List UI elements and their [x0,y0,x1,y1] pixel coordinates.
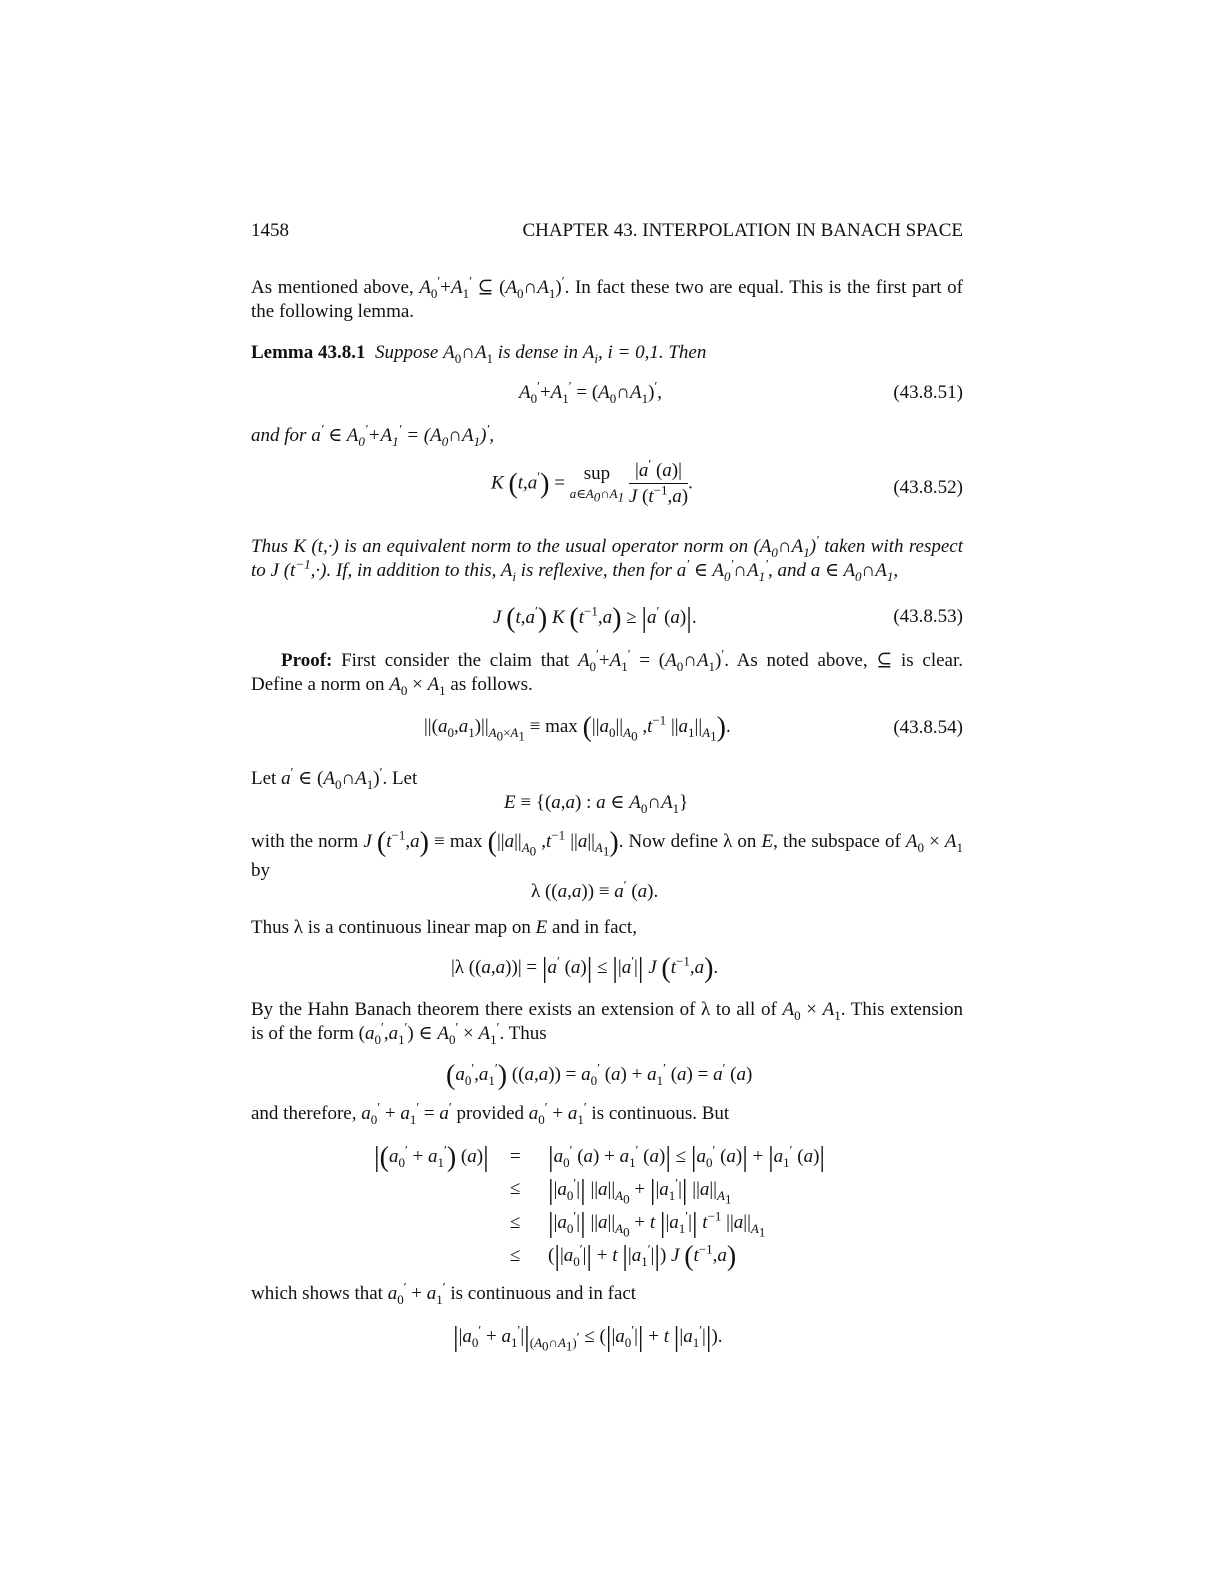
which-shows-line: which shows that $a_0' + a_1'$ is continuous and in fact [251,1279,637,1307]
proof-label: Proof: [281,650,333,671]
equation-52: K (t,a′) = sup $a\in A_0\cap A_1$ $\frac{|a' (a)|}{J (t^{-1},a)}$ . [491,456,693,507]
equation-53: J (t,a′) K $(t^{-1},a) \ge |a'$ (a)|. [493,603,697,634]
thus-k-paragraph: Thus K (t,·) is an equivalent norm to the usual operator norm on $(A_0\cap A_1)'$ taken with respect to J $(t^{-1},\cdot)$. If, in addition to this, $A_i$ is reflexive, then for a′ ∈ $A_0'\cap A_1'$, and a ∈ $A_0\cap A_1$, [251,532,964,584]
which-shows-text: which shows that [251,1283,383,1304]
thus-word: Thus [251,536,288,557]
equation-final: $||a_0' + a_1'||_{(A_0\cap A_1)'} \le (||a_0'|| + t$ $||a_1'||$). [453,1322,723,1354]
let-a-text: Let [251,768,277,789]
inequality-array [374,1140,854,1275]
proof-p1c: Define a norm on [251,674,385,695]
extension-text: . This extension [840,999,963,1020]
chapter-title: CHAPTER 43. INTERPOLATION IN BANACH SPACE [522,220,963,241]
proof-p1b: . As noted above, ⊆ is clear. [724,650,964,671]
subspace-text: , the subspace of [773,831,901,852]
continuous-but-text: is continuous. But [591,1103,730,1124]
equation-e-def: E ≡ {(a,a) : a ∈ $A_0\cap A_1$} [504,792,689,816]
now-define-text: . Now define λ on [618,831,757,852]
lemma-hyp1: Suppose [375,342,439,363]
equation-lambda-def: λ ((a,a)) ≡ a′ (a). [531,877,659,902]
and-for-line: and for a′ ∈ $A_0'+A_1'$ = $(A_0\cap A_1)'$, [251,421,494,449]
form-text: is of the form [251,1023,354,1044]
equation-number-53: (43.8.53) [893,606,963,627]
by-text: by [251,860,270,881]
rel-le-3: ≤ [510,1245,521,1266]
equation-54: $||(a_0,a_1)||_{A_0\times A_1} \equiv \max (||a_0||_{A_0}$ $,t^{-1}$ $||a_1||_{A_1}$). [424,712,731,744]
lemma-hyp2: is dense in [497,342,579,363]
inequality-row-1: $|(a_0' + a_1')$ (a)| [374,1142,489,1173]
therefore-text: and therefore, [251,1103,357,1124]
let-a-line: Let a′ ∈ $(A_0\cap A_1)'$. Let [251,764,418,792]
page-number: 1458 [251,220,289,241]
and-for-text: and for [251,425,307,446]
proof-paragraph: Proof: First consider the claim that $A_0'+A_1'$ = $(A_0\cap A_1)'$. As noted above, ⊆ is clear. Define a norm on $A_0 \times A_1$ as follows. [251,646,964,698]
rel-le-2: ≤ [510,1212,521,1233]
and-a-text: , and [767,560,806,581]
inequality-rhs-1: $|a_0'$ $(a) + a_1'$ $(a)| \le |a_0'$ $(a)| + |a_1'$ (a)| [548,1142,826,1173]
equation-lambda-bound: |λ ((a,a))| = |a′ (a)| ≤ ||a′|| J $(t^{-1},a)$. [451,953,719,984]
in-fact-text: and in fact, [552,917,637,938]
thus-lambda-text: Thus λ is a continuous linear map on [251,917,531,938]
lemma-statement: Lemma 43.8.1 Suppose $A_0\cap A_1$ is dense in $A_i$, i = 0,1. Then [251,342,707,366]
inequality-rhs-3: $||a_0'||$ $||a||_{A_0} + t$ $||a_1'||$ $t^{-1}$ $||a||_{A_1}$ [548,1208,766,1240]
thus-text-2: . Thus [499,1023,547,1044]
lemma-hyp3: , i = 0,1. Then [598,342,707,363]
equation-number-52: (43.8.52) [893,477,963,498]
taken-with-text: taken with respect to [251,536,964,581]
intro-text: In fact these two are equal. This is the first part of the following lemma. [251,277,964,322]
proof-p1d: as follows. [450,674,533,695]
equation-number-51: (43.8.51) [893,382,963,403]
continuous-fact-text: is continuous and in fact [450,1283,637,1304]
equation-number-54: (43.8.54) [893,717,963,738]
provided-text: provided [456,1103,525,1124]
with-norm-text: with the norm [251,831,359,852]
rel-eq: = [510,1146,521,1167]
inequality-rhs-2: $||a_0'||$ $||a||_{A_0} + ||a_1'||$ $||a||_{A_1}$ [548,1175,732,1207]
thus-lambda-line: Thus λ is a continuous linear map on E and in fact, [251,917,637,938]
equation-51: $A_0'+A_1'$ = $(A_0\cap A_1)'$, [519,378,663,406]
intro-lead: As mentioned above, [251,277,414,298]
reflexive-text2: is reflexive, then for [520,560,673,581]
let2-text: . Let [382,768,418,789]
therefore-line: and therefore, $a_0' + a_1' = a'$ provided $a_0' + a_1'$ is continuous. But [251,1099,730,1127]
reflexive-text: . If, in addition to this, [326,560,497,581]
thus-text: is an equivalent norm to the usual operator norm on [344,536,749,557]
with-norm-paragraph: with the norm J $(t^{-1},a) \equiv \max (||a||_{A_0}$ $,t^{-1}$ $||a||_{A_1}$). Now define λ on E, the subspace of $A_0 \times A_1$ by [251,827,964,881]
rel-le-1: ≤ [510,1178,521,1199]
equation-extension: $(a_0',a_1') ((a,a)) = a_0'$ $(a) + a_1'$ (a) = a′ (a) [446,1060,753,1091]
proof-p1: First consider the claim that [341,650,570,671]
intro-paragraph: As mentioned above, $A_0'+A_1'$ ⊆ $(A_0\cap A_1)'$. In fact these two are equal. This is the first part of the following lemma. [251,273,964,322]
hahn-text: By the Hahn Banach theorem there exists an extension of λ to all of [251,999,777,1020]
lemma-label: Lemma 43.8.1 [251,342,366,363]
hahn-banach-paragraph: By the Hahn Banach theorem there exists an extension of λ to all of $A_0 \times A_1$. This extension is of the form $(a_0',a_1')$ ∈ $A_0' \times A_1'$. Thus [251,999,963,1047]
inequality-rhs-4: ($||a_0'|| + t$ $||a_1'||$) J $(t^{-1},a)$ [548,1241,737,1272]
